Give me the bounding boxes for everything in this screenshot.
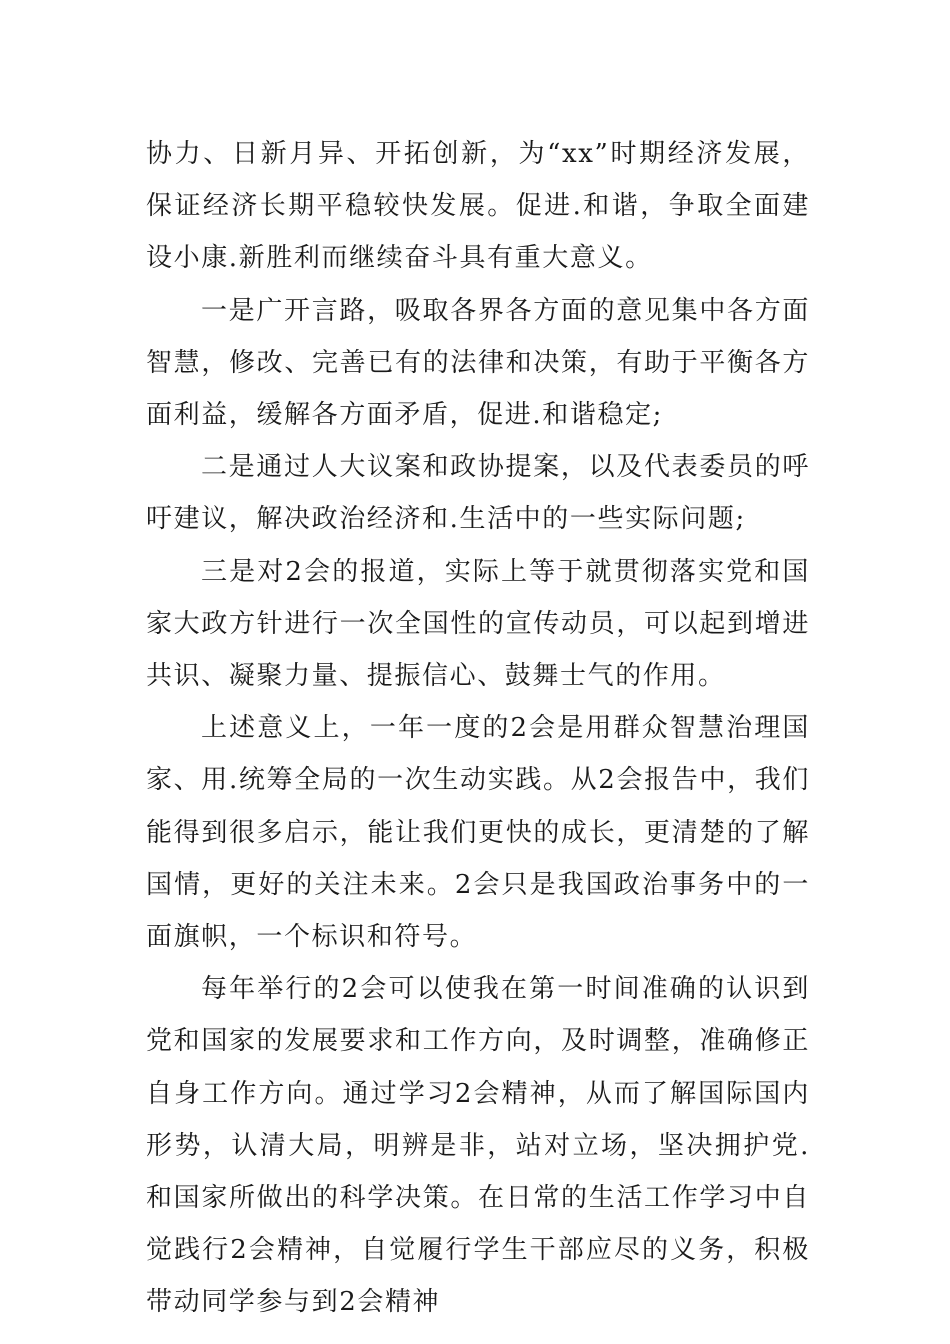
paragraph-1: 协力、日新月异、开拓创新，为“xx”时期经济发展，保证经济长期平稳较快发展。促进.和谐，争取全面建设小康.新胜利而继续奋斗具有重大意义。 — [146, 139, 810, 274]
paragraph-4: 三是对2会的报道，实际上等于就贯彻落实党和国家大政方针进行一次全国性的宣传动员，可以起到增进共识、凝聚力量、提振信心、鼓舞士气的作用。 — [146, 556, 810, 692]
paragraph-2: 一是广开言路，吸取各界各方面的意见集中各方面智慧，修改、完善已有的法律和决策，有助于平衡各方面利益，缓解各方面矛盾，促进.和谐稳定; — [146, 295, 810, 431]
paragraph-5: 上述意义上，一年一度的2会是用群众智慧治理国家、用.统筹全局的一次生动实践。从2会报告中，我们能得到很多启示，能让我们更快的成长，更清楚的了解国情，更好的关注未来。2会只是我国政治事务中的一面旗帜，一个标识和符号。 — [146, 713, 810, 953]
paragraph-6: 每年举行的2会可以使我在第一时间准确的认识到党和国家的发展要求和工作方向，及时调整，准确修正自身工作方向。通过学习2会精神，从而了解国际国内形势，认清大局，明辨是非，站对立场，坚决拥护党.和国家所做出的科学决策。在日常的生活工作学习中自觉践行2会精神，自觉履行学生干部应尽的义务，积极带动同学参与到2会精神 — [146, 974, 810, 1318]
paragraph-3: 二是通过人大议案和政协提案，以及代表委员的呼吁建议，解决政治经济和.生活中的一些实际问题; — [146, 452, 810, 535]
document-body — [146, 128, 810, 1329]
